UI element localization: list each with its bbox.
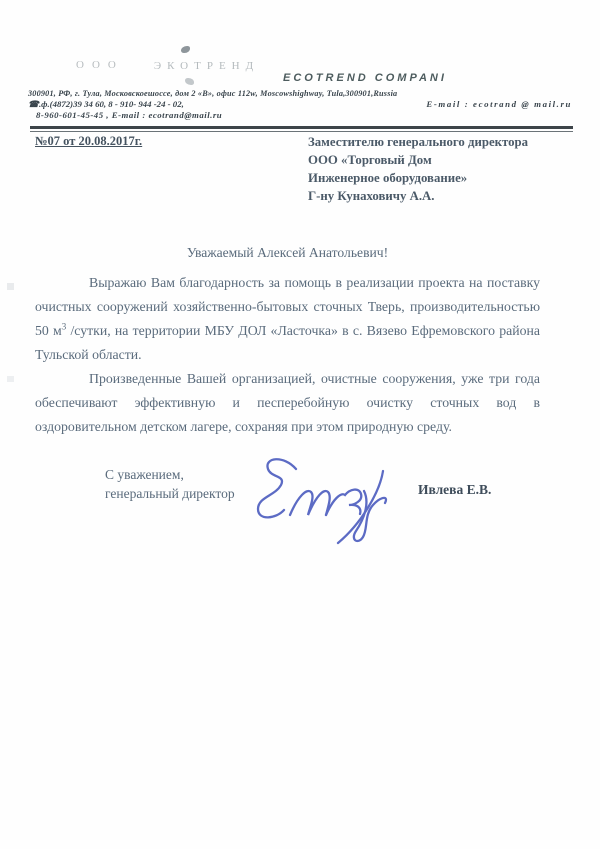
leaf-icon: [181, 46, 190, 53]
closing-block: [0, 455, 600, 585]
handwritten-signature: [246, 447, 410, 551]
regards-line: С уважением,: [105, 467, 184, 482]
recipient-line: ООО «Торговый Дом: [308, 153, 432, 167]
company-logo: [76, 56, 259, 74]
scan-artifact: [7, 376, 14, 382]
recipient-line: Инженерное оборудование»: [308, 171, 468, 185]
paragraph-1: [35, 271, 540, 367]
letter-body: [35, 271, 540, 439]
paragraph-1-text-cont: /сутки, на территории МБУ ДОЛ «Ласточка» в с. Вязево Ефремовского района Тульской области.: [35, 323, 540, 362]
company-name-en: ECOTREND COMPANI: [283, 72, 447, 84]
scan-artifact: [7, 283, 14, 290]
recipient-line: Г-ну Кунаховичу А.А.: [308, 189, 435, 203]
salutation: Уважаемый Алексей Анатольевич!: [186, 245, 389, 260]
superscript-3: 3: [61, 321, 67, 332]
contact-line: [28, 99, 572, 110]
logo-ooo-text: ООО: [76, 59, 124, 71]
closing-regards: [105, 465, 235, 503]
logo-name-text: ЭКОТРЕНД: [153, 60, 260, 72]
recipient-block: [308, 133, 574, 205]
header-divider: [30, 126, 573, 132]
logo-name-wrap: [154, 56, 259, 74]
company-address: 300901, РФ, г. Тула, Московскоешоссе, дом 2 «В», офис 112w, Moscowshighway, Tula,300901,Russia: [28, 89, 398, 98]
title-line: генеральный директор: [105, 486, 235, 501]
signer-name: Ивлева Е.В.: [418, 482, 492, 497]
phone-email-line2: 8-960-601-45-45 , E-mail : ecotrand@mail.ru: [36, 110, 223, 120]
email-address: E-mail : ecotrand @ mail.ru: [426, 99, 572, 109]
paragraph-1-text: Выражаю Вам благодарность за помощь в реализации проекта на поставку очистных сооружений хозяйственно-бытовых сточных Тверь, производительностью 50 м: [35, 275, 540, 338]
paragraph-2: Произведенные Вашей организацией, очистные сооружения, уже три года обеспечивают эффективную и песперебойную очистку сточных вод в оздоровительном детском лагере, сохраняя при этом природную среду.: [35, 371, 540, 434]
leaf-icon: [185, 78, 194, 85]
recipient-line: Заместителю генерального директора: [308, 135, 529, 149]
phone-numbers: ☎.ф.(4872)39 34 60, 8 - 910- 944 -24 - 02,: [28, 99, 184, 109]
reference-number: №07 от 20.08.2017г.: [35, 134, 143, 148]
